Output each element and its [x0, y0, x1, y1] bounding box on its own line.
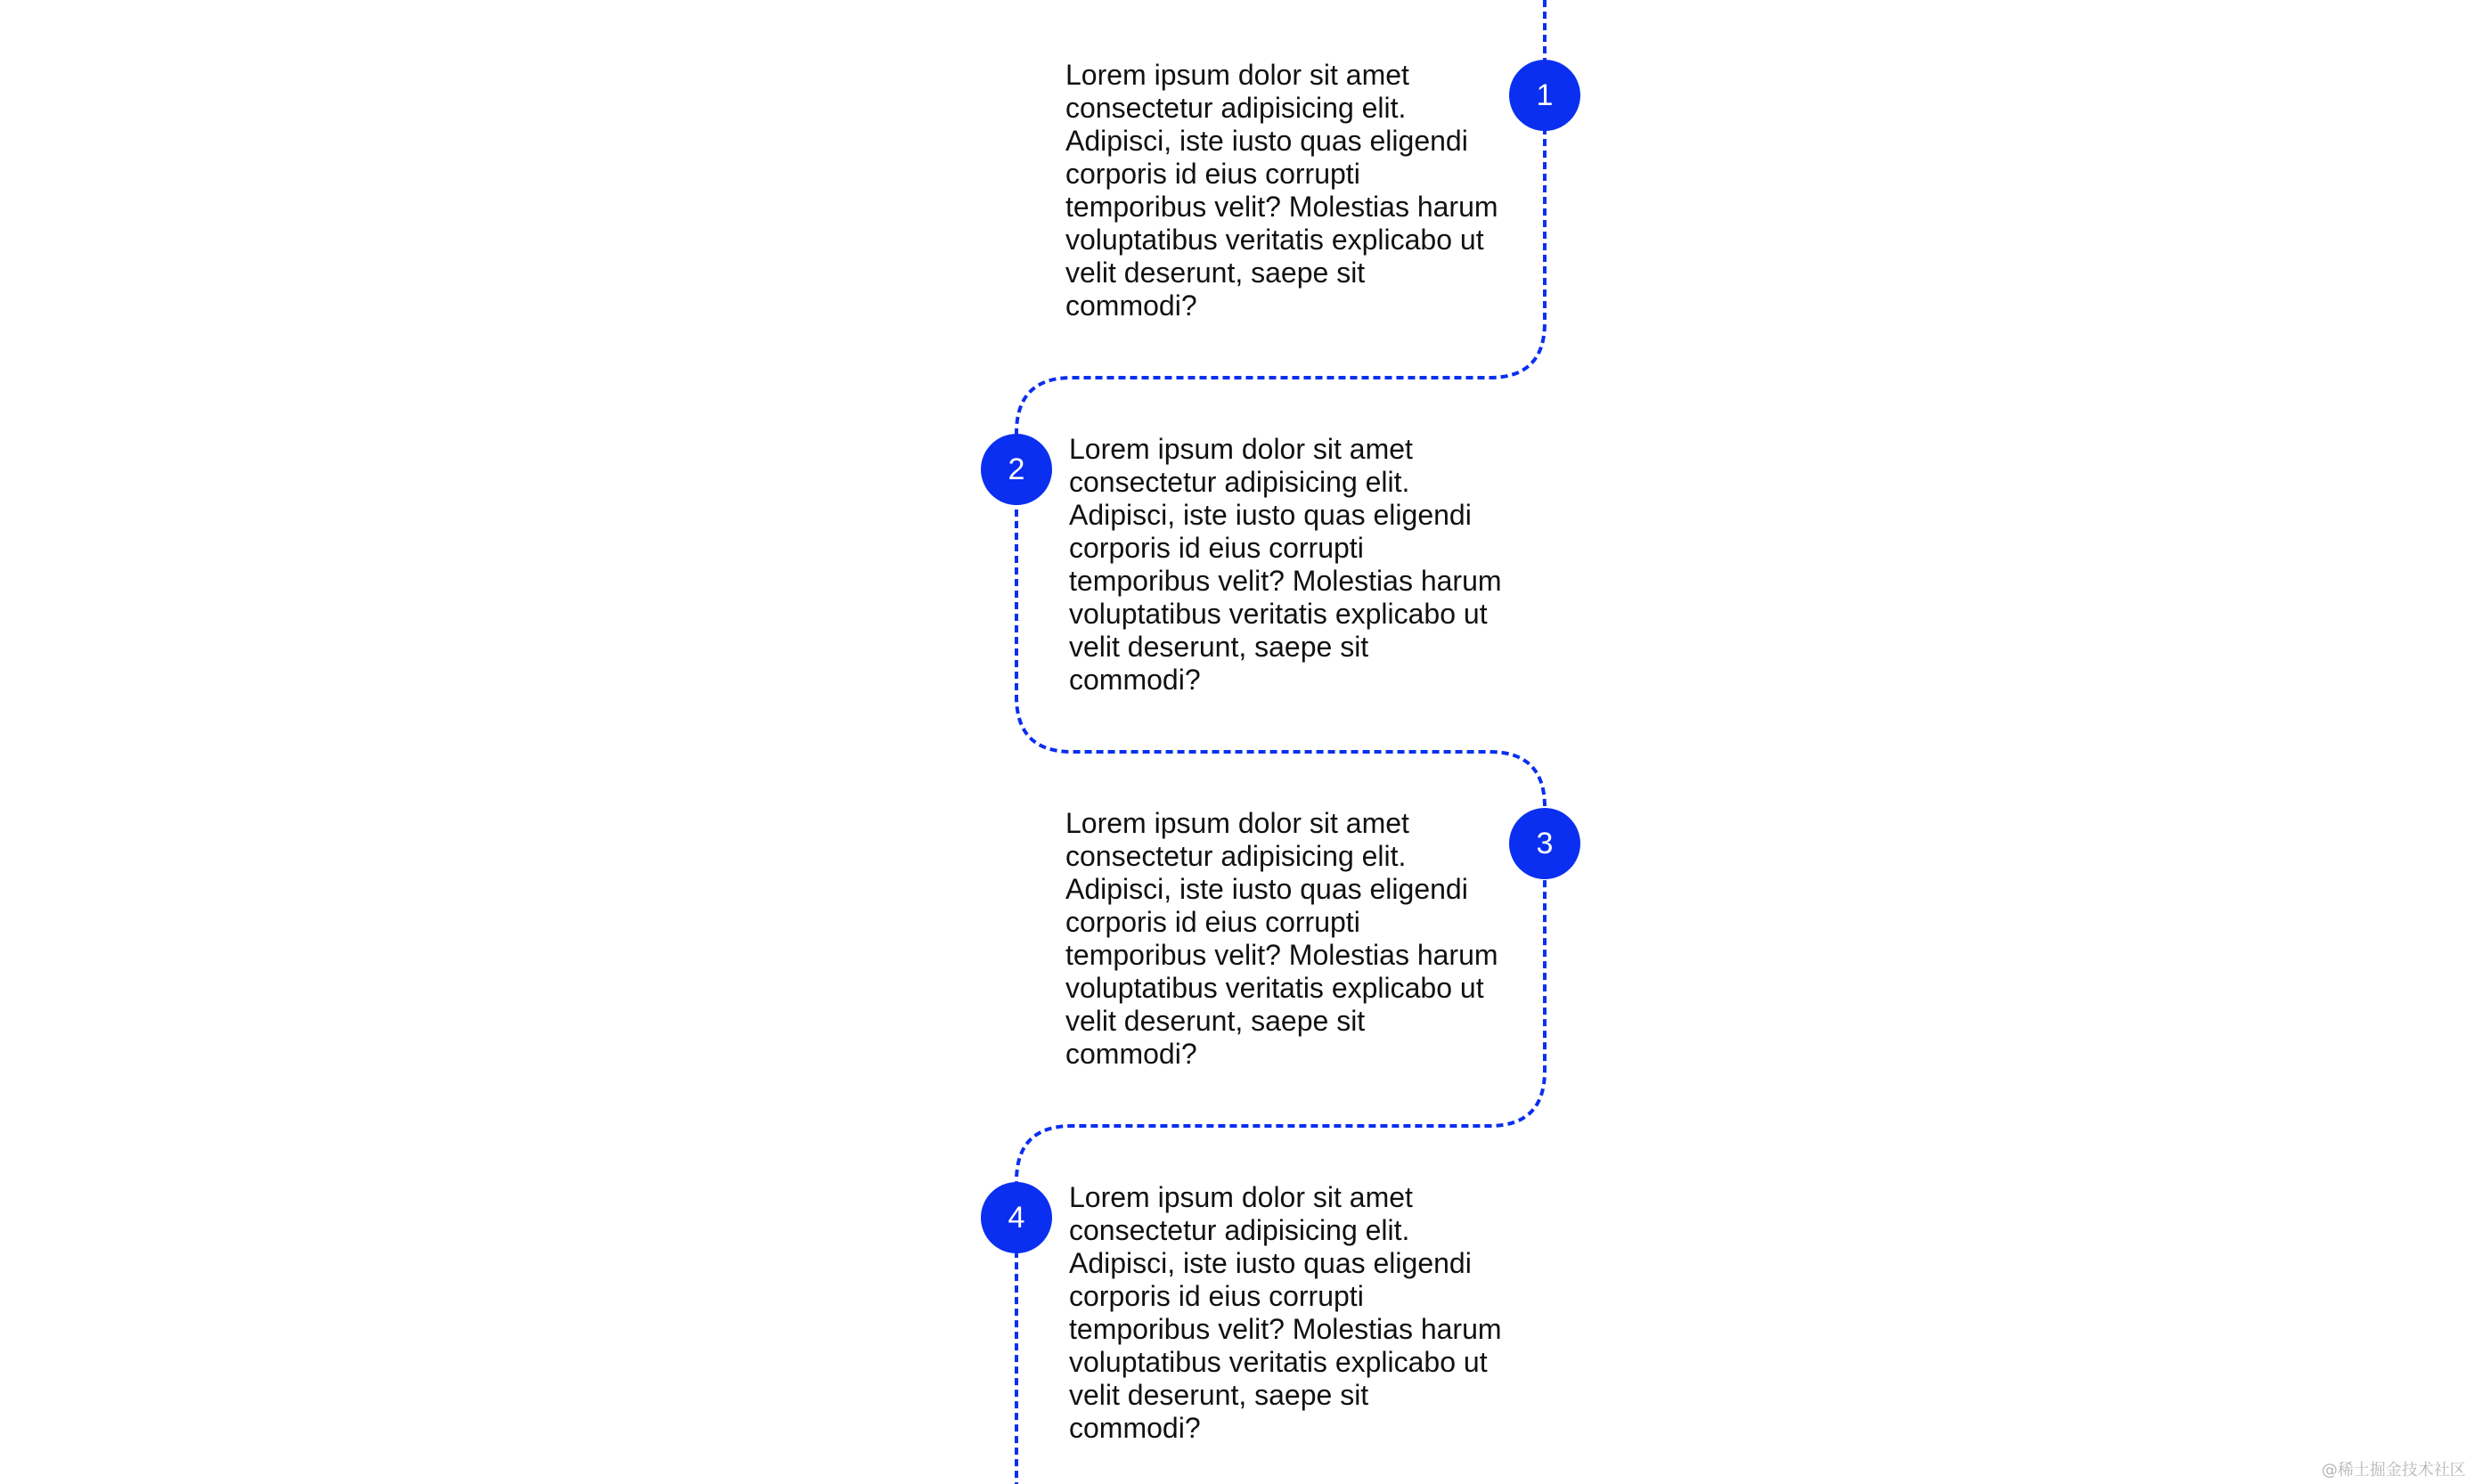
watermark-text: @稀土掘金技术社区: [2322, 1461, 2466, 1480]
step-description: Lorem ipsum dolor sit amet consectetur adipisicing elit. Adipisci, iste iusto quas eligendi corporis id eius corrupti temporibus velit? Molestias harum voluptatibus veritatis explicabo ut velit deserunt, saepe sit commodi?: [1065, 59, 1498, 322]
step-number-badge: 2: [981, 434, 1052, 505]
step-description: Lorem ipsum dolor sit amet consectetur adipisicing elit. Adipisci, iste iusto quas eligendi corporis id eius corrupti temporibus velit? Molestias harum voluptatibus veritatis explicabo ut velit deserunt, saepe sit commodi?: [1069, 1181, 1502, 1444]
step-number-badge: 3: [1509, 808, 1580, 879]
step-number-badge: 1: [1509, 60, 1580, 131]
step-description: Lorem ipsum dolor sit amet consectetur adipisicing elit. Adipisci, iste iusto quas eligendi corporis id eius corrupti temporibus velit? Molestias harum voluptatibus veritatis explicabo ut velit deserunt, saepe sit commodi?: [1065, 807, 1498, 1070]
step-description: Lorem ipsum dolor sit amet consectetur adipisicing elit. Adipisci, iste iusto quas eligendi corporis id eius corrupti temporibus velit? Molestias harum voluptatibus veritatis explicabo ut velit deserunt, saepe sit commodi?: [1069, 433, 1502, 696]
step-number-badge: 4: [981, 1182, 1052, 1253]
